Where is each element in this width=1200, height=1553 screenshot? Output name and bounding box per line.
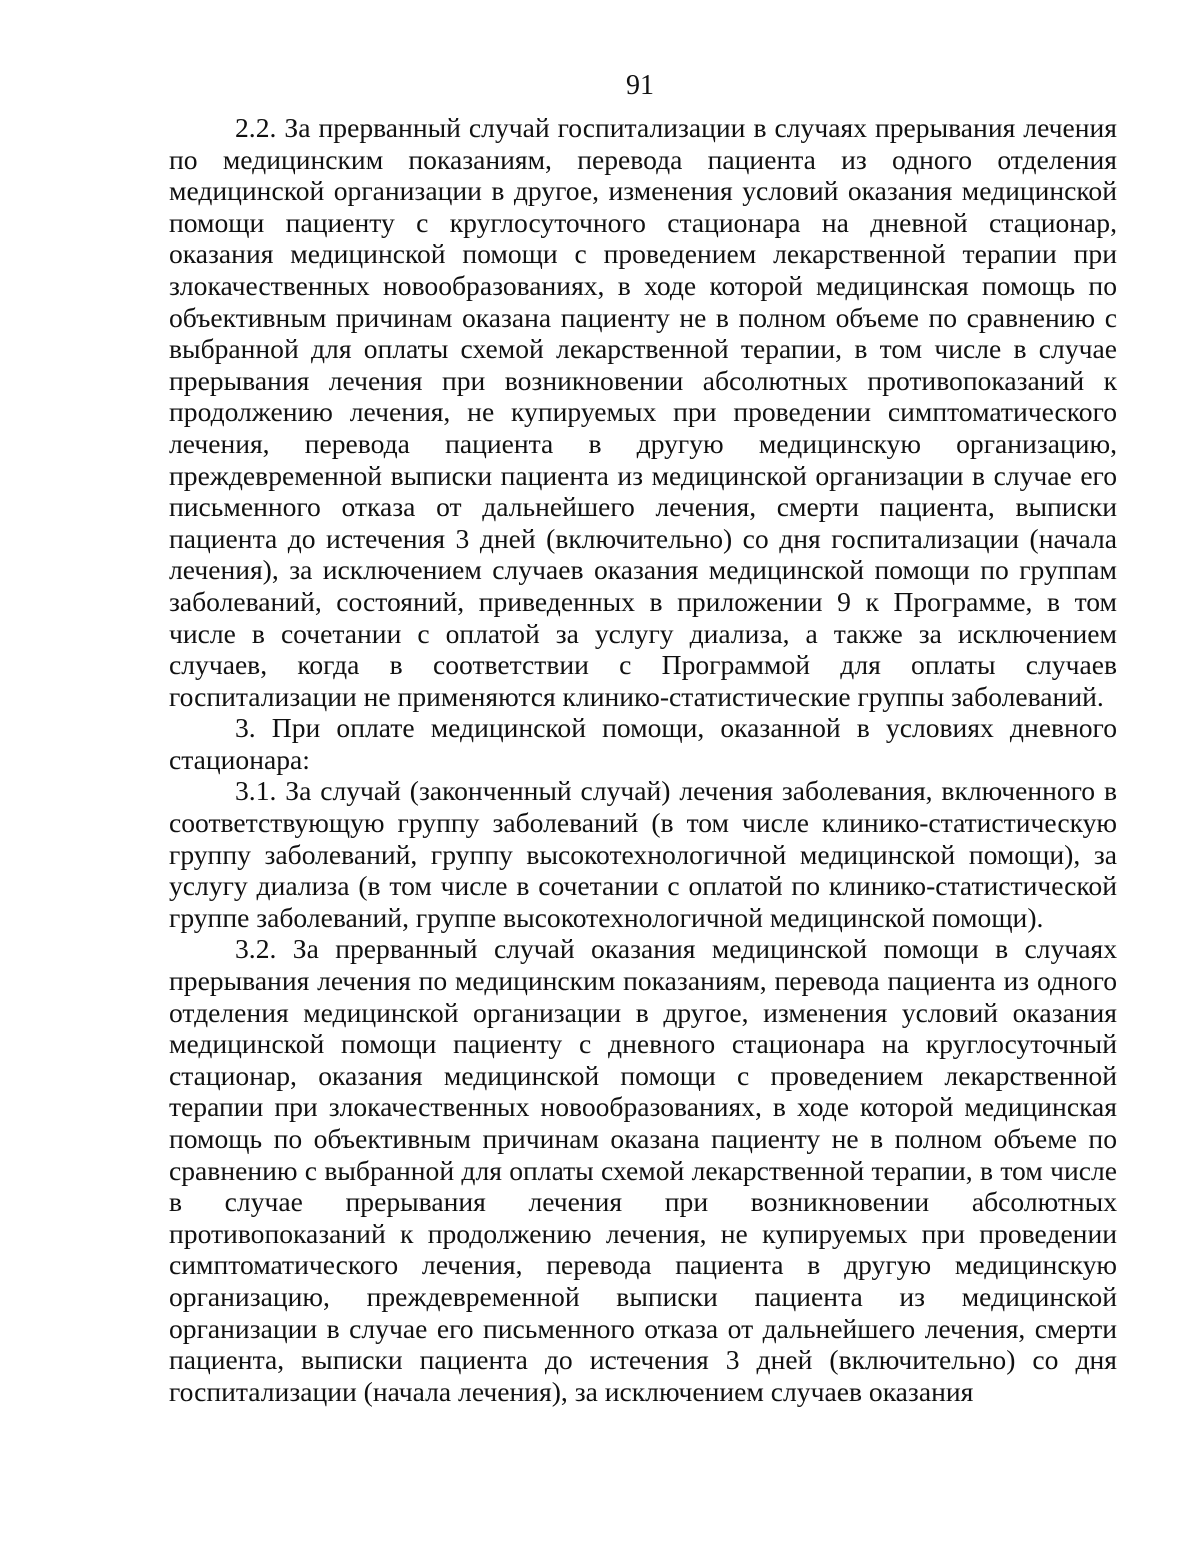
- document-body: [169, 112, 1117, 1407]
- paragraph-2-2: 2.2. За прерванный случай госпитализации в случаях прерывания лечения по медицинским показаниям, перевода пациента из одного отделения медицинской организации в другое, изменения условий оказания медицинской помощи пациенту с круглосуточного стационара на дневной стационар, оказания медицинской помощи с проведением лекарственной терапии при злокачественных новообразованиях, в ходе которой медицинская помощь по объективным причинам оказана пациенту не в полном объеме по сравнению с выбранной для оплаты схемой лекарственной терапии, в том числе в случае прерывания лечения при возникновении абсолютных противопоказаний к продолжению лечения, не купируемых при проведении симптоматического лечения, перевода пациента в другую медицинскую организацию, преждевременной выписки пациента из медицинской организации в случае его письменного отказа от дальнейшего лечения, смерти пациента, выписки пациента до истечения 3 дней (включительно) со дня госпитализации (начала лечения), за исключением случаев оказания медицинской помощи по группам заболеваний, состояний, приведенных в приложении 9 к Программе, в том числе в сочетании с оплатой за услугу диализа, а также за исключением случаев, когда в соответствии с Программой для оплаты случаев госпитализации не применяются клинико-статистические группы заболеваний.: [169, 112, 1117, 712]
- paragraph-3-2: 3.2. За прерванный случай оказания медицинской помощи в случаях прерывания лечения по медицинским показаниям, перевода пациента из одного отделения медицинской организации в другое, изменения условий оказания медицинской помощи пациенту с дневного стационара на круглосуточный стационар, оказания медицинской помощи с проведением лекарственной терапии при злокачественных новообразованиях, в ходе которой медицинская помощь по объективным причинам оказана пациенту не в полном объеме по сравнению с выбранной для оплаты схемой лекарственной терапии, в том числе в случае прерывания лечения при возникновении абсолютных противопоказаний к продолжению лечения, не купируемых при проведении симптоматического лечения, перевода пациента в другую медицинскую организацию, преждевременной выписки пациента из медицинской организации в случае его письменного отказа от дальнейшего лечения, смерти пациента, выписки пациента до истечения 3 дней (включительно) со дня госпитализации (начала лечения), за исключением случаев оказания: [169, 933, 1117, 1407]
- paragraph-3-1: 3.1. За случай (законченный случай) лечения заболевания, включенного в соответствующую группу заболеваний (в том числе клинико-статистическую группу заболеваний, группу высокотехнологичной медицинской помощи), за услугу диализа (в том числе в сочетании с оплатой по клинико-статистической группе заболеваний, группе высокотехнологичной медицинской помощи).: [169, 775, 1117, 933]
- paragraph-3: 3. При оплате медицинской помощи, оказанной в условиях дневного стационара:: [169, 712, 1117, 775]
- page-number: 91: [626, 70, 654, 101]
